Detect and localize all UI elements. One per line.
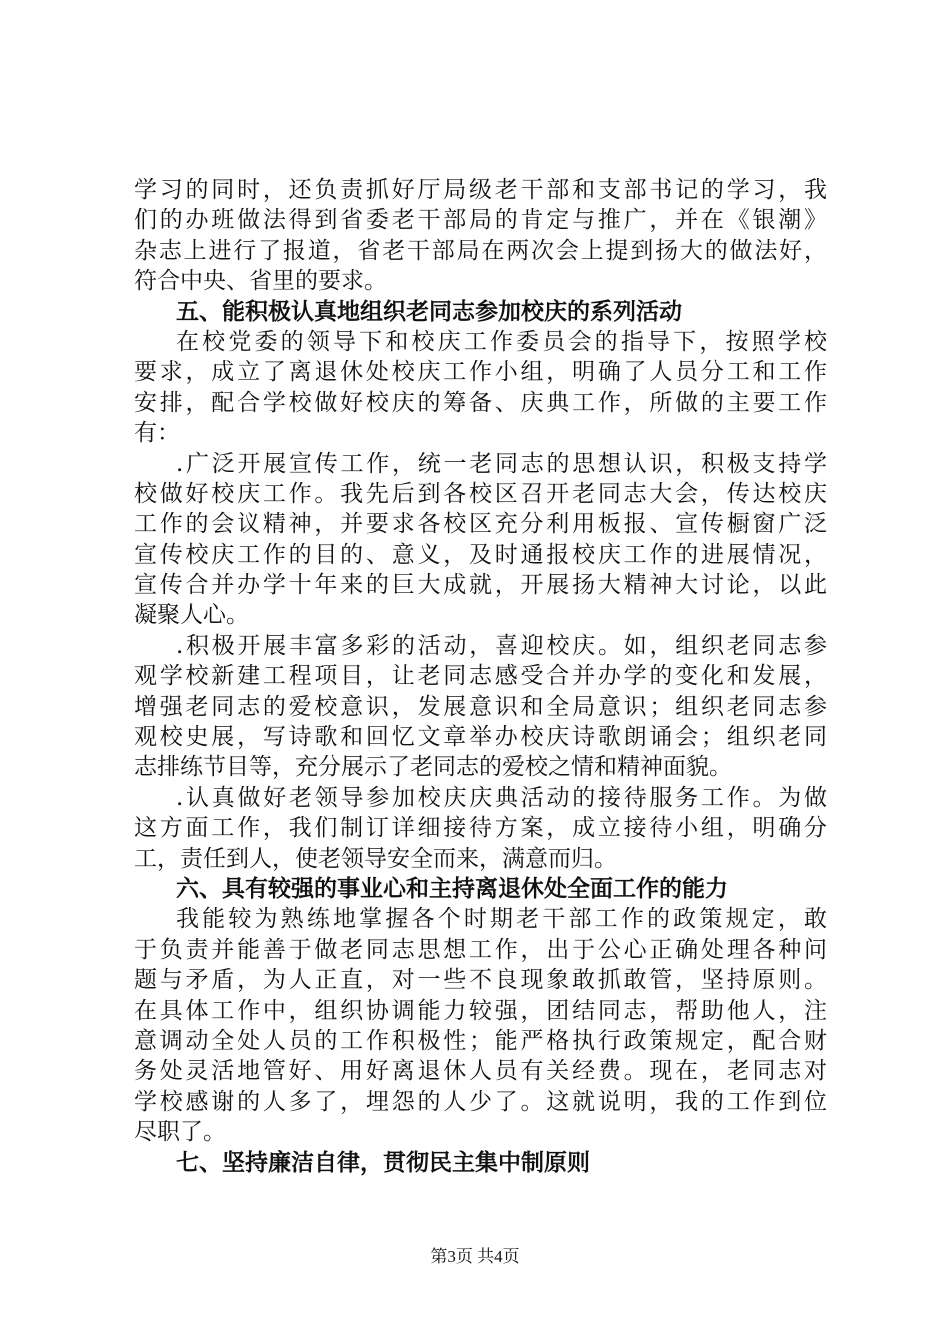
paragraph-line: 观学校新建工程项目，让老同志感受合并办学的变化和发展，	[134, 663, 827, 690]
section-heading-7: 七、坚持廉洁自律，贯彻民主集中制原则	[176, 1149, 590, 1176]
paragraph-line: .认真做好老领导参加校庆庆典活动的接待服务工作。为做	[176, 784, 827, 811]
paragraph-line: 学校感谢的人多了，埋怨的人少了。这就说明，我的工作到位	[134, 1088, 827, 1115]
paragraph-line: 学习的同时，还负责抓好厅局级老干部和支部书记的学习，我	[134, 177, 827, 203]
paragraph-line: 工，责任到人，使老领导安全而来，满意而归。	[134, 845, 617, 872]
paragraph-line: 题与矛盾，为人正直，对一些不良现象敢抓敢管，坚持原则。	[134, 967, 827, 994]
page-footer: 第3页 共4页	[430, 1247, 520, 1266]
paragraph-line: 这方面工作，我们制订详细接待方案，成立接待小组，明确分	[134, 815, 827, 842]
paragraph-line: 尽职了。	[134, 1119, 226, 1146]
paragraph-line: 增强老同志的爱校意识，发展意识和全局意识；组织老同志参	[134, 693, 827, 720]
paragraph-line: 们的办班做法得到省委老干部局的肯定与推广，并在《银潮》	[134, 207, 827, 234]
paragraph-line: 符合中央、省里的要求。	[134, 268, 387, 295]
document-body	[134, 175, 827, 1178]
paragraph-line: 观校史展，写诗歌和回忆文章举办校庆诗歌朗诵会；组织老同	[134, 724, 827, 751]
paragraph-line: 宣传校庆工作的目的、意义，及时通报校庆工作的进展情况，	[134, 541, 827, 568]
paragraph-line: 于负责并能善于做老同志思想工作，出于公心正确处理各种问	[134, 936, 827, 963]
paragraph-line: 务处灵活地管好、用好离退休人员有关经费。现在，老同志对	[134, 1058, 827, 1085]
paragraph-line: 意调动全处人员的工作积极性；能严格执行政策规定，配合财	[134, 1027, 827, 1054]
paragraph-line: .广泛开展宣传工作，统一老同志的思想认识，积极支持学	[176, 450, 827, 477]
paragraph-line: 我能较为熟练地掌握各个时期老干部工作的政策规定，敢	[176, 906, 827, 933]
paragraph-line: 校做好校庆工作。我先后到各校区召开老同志大会，传达校庆	[134, 480, 827, 507]
paragraph-line: 在校党委的领导下和校庆工作委员会的指导下，按照学校	[176, 328, 827, 355]
paragraph-line: 安排，配合学校做好校庆的筹备、庆典工作，所做的主要工作	[134, 389, 827, 416]
section-heading-5: 五、能积极认真地组织老同志参加校庆的系列活动	[176, 298, 682, 325]
paragraph-line: 在具体工作中，组织协调能力较强，团结同志，帮助他人，注	[134, 997, 827, 1024]
paragraph-line: 凝聚人心。	[134, 602, 249, 629]
section-heading-6: 六、具有较强的事业心和主持离退休处全面工作的能力	[176, 875, 728, 902]
paragraph-line: 志排练节目等，充分展示了老同志的爱校之情和精神面貌。	[134, 754, 732, 781]
paragraph-line: 工作的会议精神，并要求各校区充分利用板报、宣传橱窗广泛	[134, 511, 827, 538]
paragraph-line: 要求，成立了离退休处校庆工作小组，明确了人员分工和工作	[134, 359, 827, 386]
paragraph-line: 杂志上进行了报道，省老干部局在两次会上提到扬大的做法好，	[134, 237, 827, 264]
paragraph-line: 宣传合并办学十年来的巨大成就，开展扬大精神大讨论，以此	[134, 572, 827, 599]
paragraph-line: .积极开展丰富多彩的活动，喜迎校庆。如，组织老同志参	[176, 632, 827, 659]
paragraph-line: 有：	[134, 420, 180, 447]
